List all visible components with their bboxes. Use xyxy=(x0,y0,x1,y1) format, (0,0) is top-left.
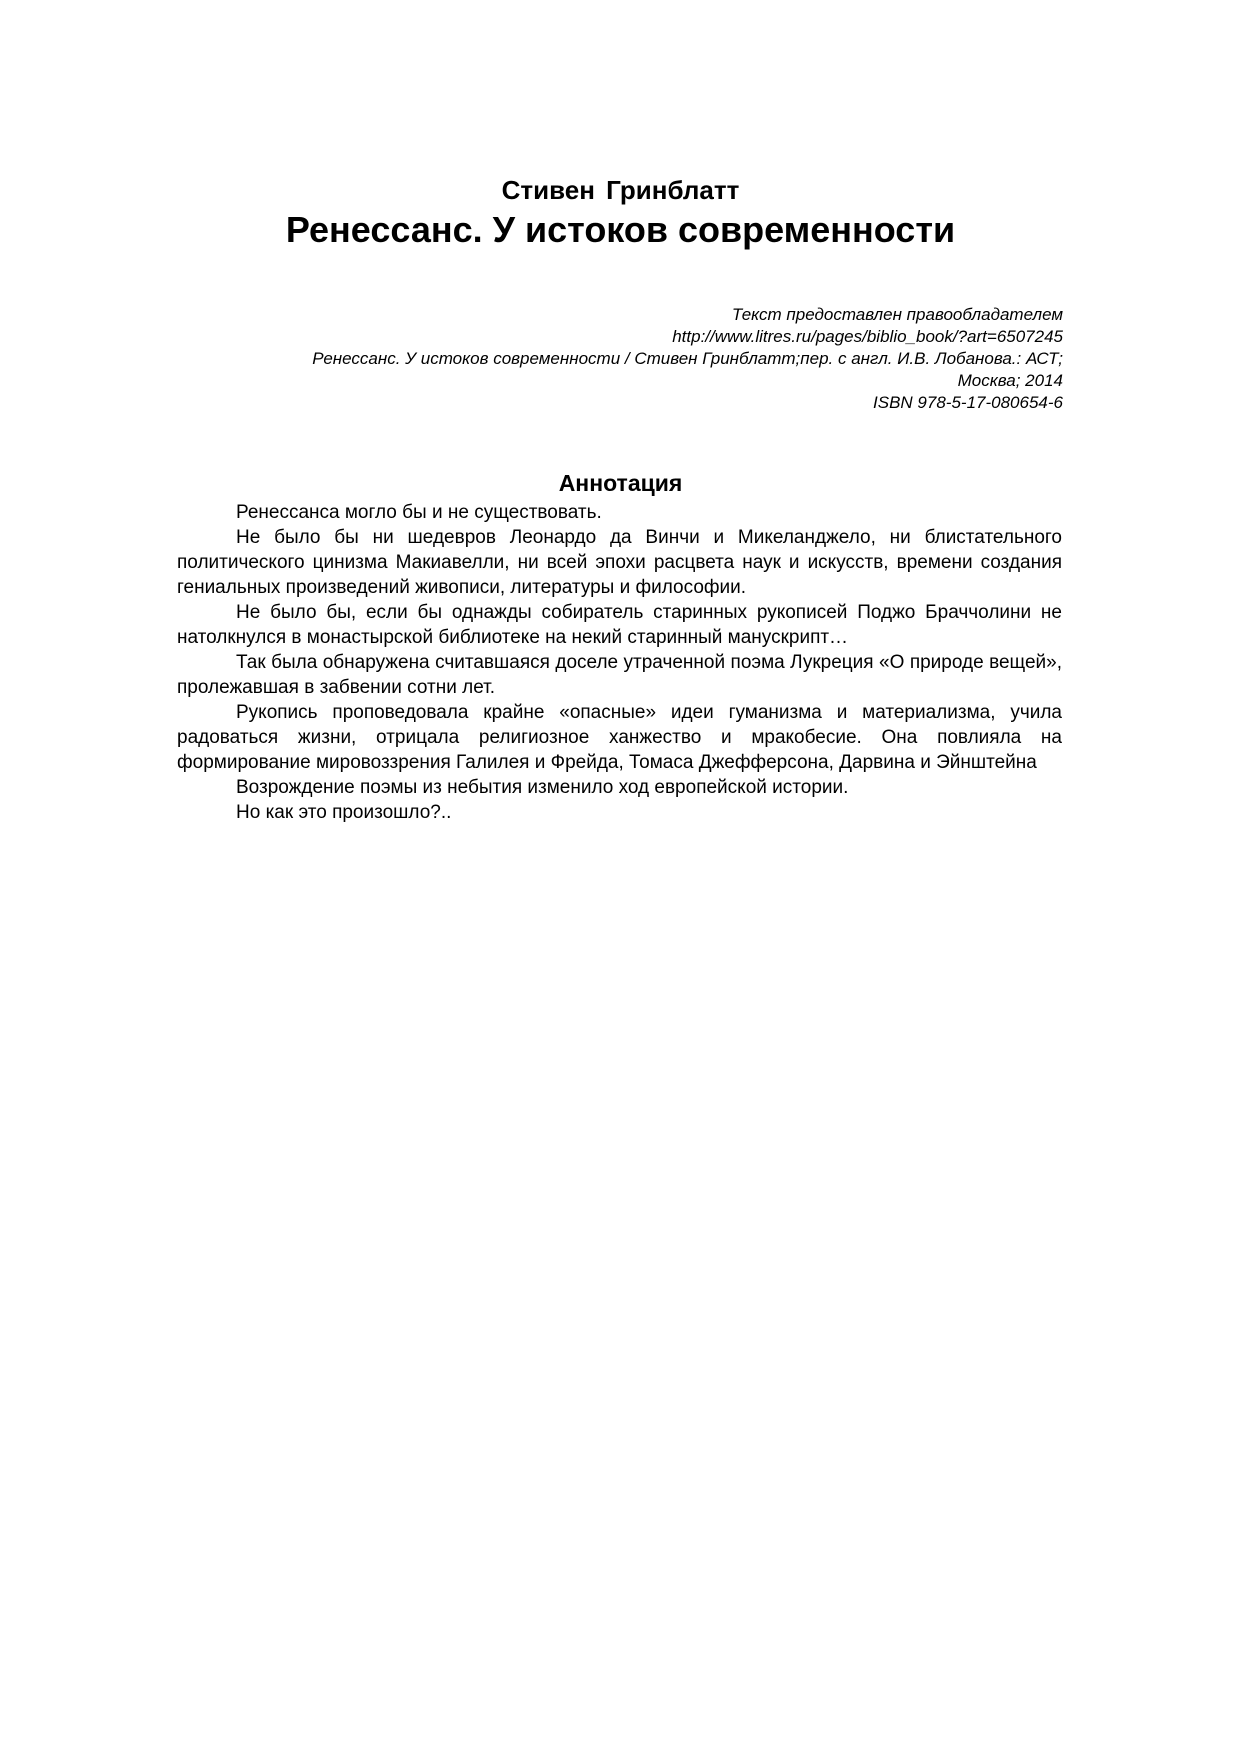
annotation-paragraph: Но как это произошло?.. xyxy=(236,802,452,823)
annotation-paragraph: Не было бы, если бы однажды собиратель старинных рукописей Поджо Браччолини не натолкнулся в монастырской библиотеке на некий старинный манускрипт… xyxy=(177,602,1062,648)
source-url-line: http://www.litres.ru/pages/biblio_book/?art=6507245 xyxy=(672,327,1063,346)
citation-line: Ренессанс. У истоков современности / Стивен Гринблатт;пер. с англ. И.В. Лобанова.: АСТ; xyxy=(312,349,1063,368)
book-title: Ренессанс. У истоков современности xyxy=(285,209,956,250)
isbn-line: ISBN 978-5-17-080654-6 xyxy=(873,393,1063,412)
city-year-line: Москва; 2014 xyxy=(957,371,1063,390)
author-name: Стивен Гринблатт xyxy=(501,175,740,205)
annotation-paragraph: Так была обнаружена считавшаяся доселе утраченной поэма Лукреция «О природе вещей», пролежавшая в забвении сотни лет. xyxy=(177,652,1062,698)
annotation-paragraph: Ренессанса могло бы и не существовать. xyxy=(236,502,602,523)
annotation-paragraph: Не было бы ни шедевров Леонардо да Винчи и Микеланджело, ни блистательного политического цинизма Макиавелли, ни всей эпохи расцвета наук и искусств, времени создания гениальных произведений живописи, литературы и философии. xyxy=(177,527,1062,598)
annotation-body xyxy=(177,500,1062,825)
annotation-heading: Аннотация xyxy=(558,470,683,496)
annotation-paragraph: Возрождение поэмы из небытия изменило ход европейской истории. xyxy=(236,777,849,798)
rights-holder-line: Текст предоставлен правообладателем xyxy=(731,305,1063,324)
publication-info xyxy=(163,304,1063,414)
annotation-paragraph: Рукопись проповедовала крайне «опасные» идеи гуманизма и материализма, учила радоваться жизни, отрицала религиозное ханжество и мракобесие. Она повлияла на формирование мировоззрения Галилея и Фрейда, Томаса Джефферсона, Дарвина и Эйнштейна xyxy=(177,702,1062,773)
